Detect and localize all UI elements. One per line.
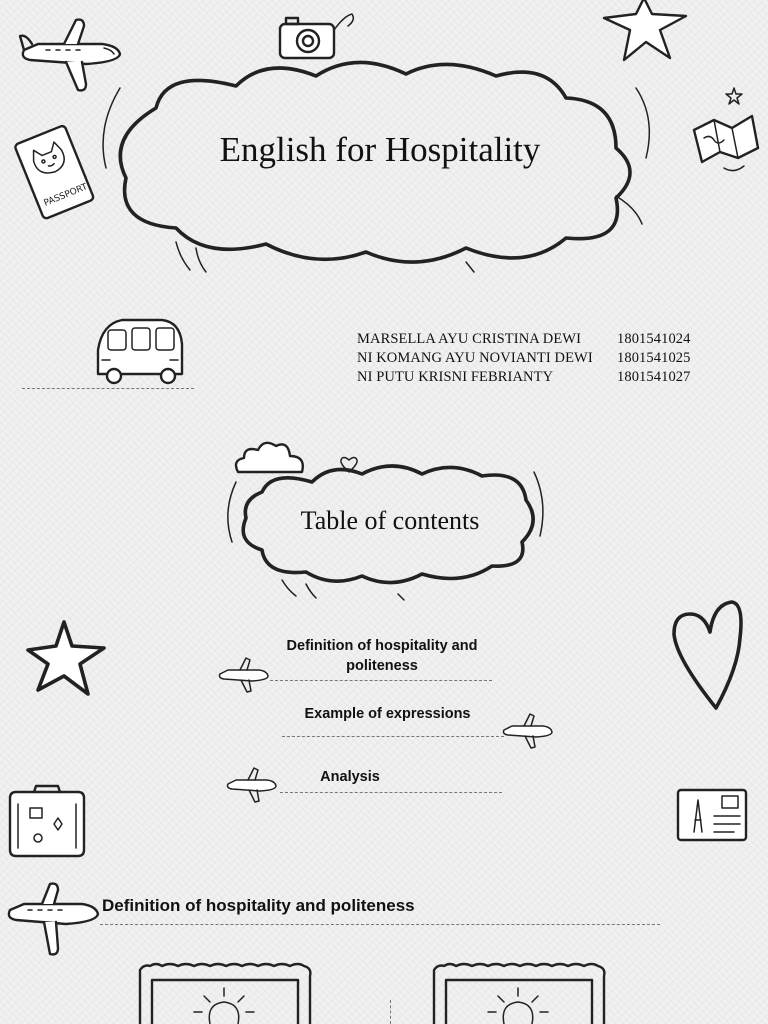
lightbulb-icon	[488, 988, 548, 1024]
passport-text: PASSPORT	[42, 182, 90, 209]
divider-line	[22, 388, 194, 389]
lightbulb-icon	[194, 988, 254, 1024]
car-icon	[92, 314, 188, 386]
slide-1-title: English for Hospitality	[219, 130, 541, 169]
airplane-icon	[224, 766, 282, 806]
lightbulb-frame	[428, 960, 610, 1024]
heading-dash-line	[100, 924, 660, 925]
passport-icon	[10, 124, 100, 224]
author-nim: 1801541025	[617, 350, 691, 366]
small-star-icon	[724, 86, 744, 106]
author-name: NI KOMANG AYU NOVIANTI DEWI	[357, 350, 593, 366]
author-name: MARSELLA AYU CRISTINA DEWI	[357, 331, 582, 347]
airplane-icon	[216, 656, 272, 696]
slide-3-heading: Definition of hospitality and politeness	[102, 896, 415, 915]
heart-icon	[666, 598, 746, 714]
toc-dash-line	[282, 736, 504, 737]
toc-item-definition[interactable]: Definition of hospitality and politeness	[286, 638, 478, 674]
star-icon	[26, 618, 110, 700]
author-row	[357, 330, 702, 349]
author-list	[357, 330, 702, 387]
toc-dash-line	[270, 680, 492, 681]
author-row	[357, 349, 702, 368]
toc-item-analysis[interactable]: Analysis	[320, 769, 380, 785]
author-name: NI PUTU KRISNI FEBRIANTY	[357, 369, 554, 385]
author-nim: 1801541027	[617, 369, 691, 385]
vertical-dash	[390, 1000, 391, 1024]
airplane-icon	[4, 880, 104, 960]
toc-item-expressions[interactable]: Example of expressions	[304, 706, 471, 722]
map-icon	[690, 108, 762, 176]
author-nim: 1801541024	[617, 331, 691, 347]
postcard-icon	[674, 786, 750, 844]
suitcase-icon	[4, 784, 90, 860]
airplane-icon	[500, 712, 558, 752]
lightbulb-frame	[134, 960, 316, 1024]
toc-dash-line	[280, 792, 502, 793]
author-row	[357, 368, 702, 387]
slide-2-title: Table of contents	[300, 506, 480, 535]
